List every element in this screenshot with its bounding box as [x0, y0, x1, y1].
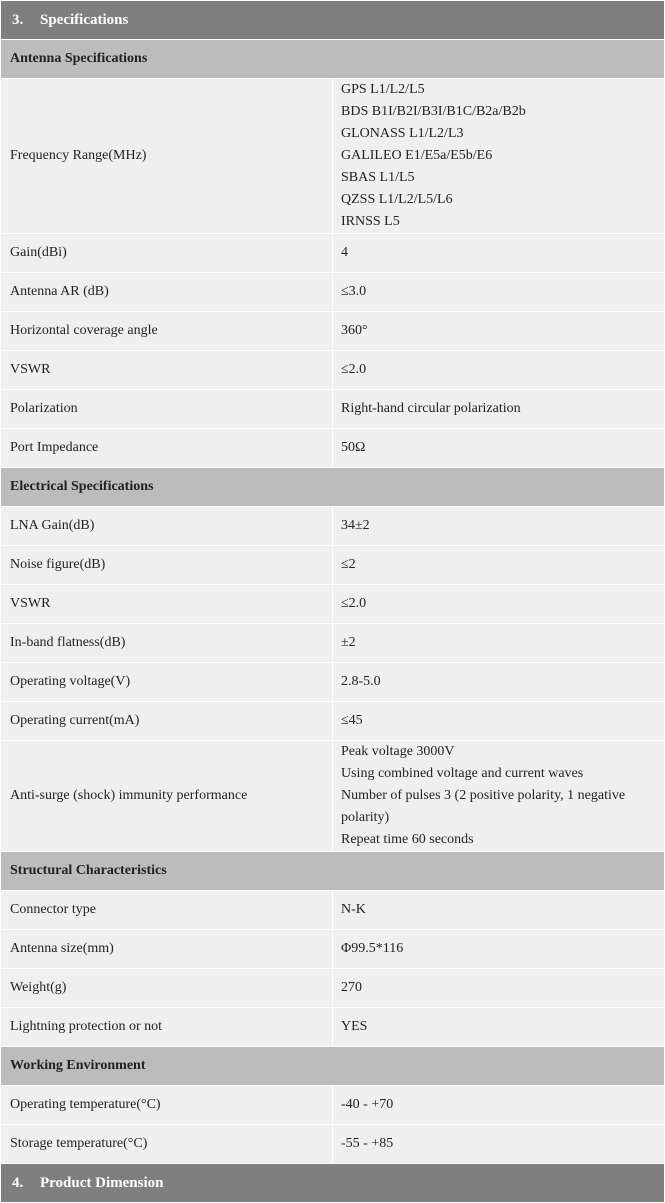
spec-value: ±2 [333, 624, 665, 663]
table-row [1, 546, 665, 585]
value-line: GALILEO E1/E5a/E5b/E6 [341, 148, 493, 163]
table-row [1, 429, 665, 468]
spec-value: Φ99.5*116 [333, 930, 665, 969]
spec-value: ≤2.0 [333, 351, 665, 390]
table-row [1, 507, 665, 546]
spec-label: Gain(dBi) [1, 234, 333, 273]
spec-value: -55 - +85 [333, 1125, 665, 1164]
value-line: SBAS L1/L5 [341, 170, 415, 185]
spec-label: Port Impedance [1, 429, 333, 468]
spec-value: ≤3.0 [333, 273, 665, 312]
spec-value: 4 [333, 234, 665, 273]
spec-label: Lightning protection or not [1, 1008, 333, 1047]
table-row [1, 390, 665, 429]
value-line: QZSS L1/L2/L5/L6 [341, 192, 453, 207]
value-line: BDS B1I/B2I/B3I/B1C/B2a/B2b [341, 104, 526, 119]
table-row [1, 891, 665, 930]
table-row [1, 702, 665, 741]
table-row [1, 351, 665, 390]
value-line: Number of pulses 3 (2 positive polarity, 1 negative polarity) [341, 788, 626, 825]
chapter-title: Specifications [40, 12, 129, 28]
chapter-heading [1, 1, 665, 40]
spec-label: Horizontal coverage angle [1, 312, 333, 351]
section-title: Antenna Specifications [1, 40, 665, 79]
spec-label: Storage temperature(°C) [1, 1125, 333, 1164]
section-title: Structural Characteristics [1, 852, 665, 891]
spec-value: YES [333, 1008, 665, 1047]
table-row [1, 1125, 665, 1164]
table-row [1, 969, 665, 1008]
spec-label: VSWR [1, 351, 333, 390]
spec-value: ≤2.0 [333, 585, 665, 624]
chapter-number: 4. [12, 1175, 24, 1191]
spec-value: N-K [333, 891, 665, 930]
table-row [1, 930, 665, 969]
spec-label: Weight(g) [1, 969, 333, 1008]
table-row [1, 234, 665, 273]
chapter-heading [1, 1164, 665, 1203]
value-line: Using combined voltage and current waves [341, 766, 584, 781]
spec-value [333, 79, 665, 234]
spec-value: 34±2 [333, 507, 665, 546]
spec-value: -40 - +70 [333, 1086, 665, 1125]
section-title: Electrical Specifications [1, 468, 665, 507]
section-title: Working Environment [1, 1047, 665, 1086]
value-line: GPS L1/L2/L5 [341, 82, 425, 97]
spec-label: Anti-surge (shock) immunity performance [1, 741, 333, 852]
value-line: GLONASS L1/L2/L3 [341, 126, 464, 141]
table-row [1, 663, 665, 702]
spec-value: Right-hand circular polarization [333, 390, 665, 429]
spec-label: Connector type [1, 891, 333, 930]
table-row [1, 1008, 665, 1047]
spec-label: Antenna AR (dB) [1, 273, 333, 312]
spec-label: Frequency Range(MHz) [1, 79, 333, 234]
table-row [1, 79, 665, 234]
spec-label: VSWR [1, 585, 333, 624]
spec-value: 2.8-5.0 [333, 663, 665, 702]
spec-label: Operating temperature(°C) [1, 1086, 333, 1125]
spec-value: 50Ω [333, 429, 665, 468]
spec-value: ≤2 [333, 546, 665, 585]
spec-value: 360° [333, 312, 665, 351]
section-heading-antenna [1, 40, 665, 79]
table-row [1, 312, 665, 351]
spec-label: Noise figure(dB) [1, 546, 333, 585]
table-row [1, 624, 665, 663]
table-row [1, 585, 665, 624]
section-heading-electrical [1, 468, 665, 507]
chapter-title: Product Dimension [40, 1175, 164, 1191]
value-line: Peak voltage 3000V [341, 744, 455, 759]
value-line: IRNSS L5 [341, 214, 400, 229]
spec-label: LNA Gain(dB) [1, 507, 333, 546]
spec-label: In-band flatness(dB) [1, 624, 333, 663]
chapter-number: 3. [12, 12, 24, 28]
table-row [1, 741, 665, 852]
section-heading-structural [1, 852, 665, 891]
value-line: Repeat time 60 seconds [341, 832, 474, 847]
section-heading-environment [1, 1047, 665, 1086]
spec-label: Operating current(mA) [1, 702, 333, 741]
spec-value: ≤45 [333, 702, 665, 741]
table-row [1, 273, 665, 312]
spec-label: Polarization [1, 390, 333, 429]
table-row [1, 1086, 665, 1125]
spec-value [333, 741, 665, 852]
spec-label: Antenna size(mm) [1, 930, 333, 969]
spec-value: 270 [333, 969, 665, 1008]
spec-label: Operating voltage(V) [1, 663, 333, 702]
